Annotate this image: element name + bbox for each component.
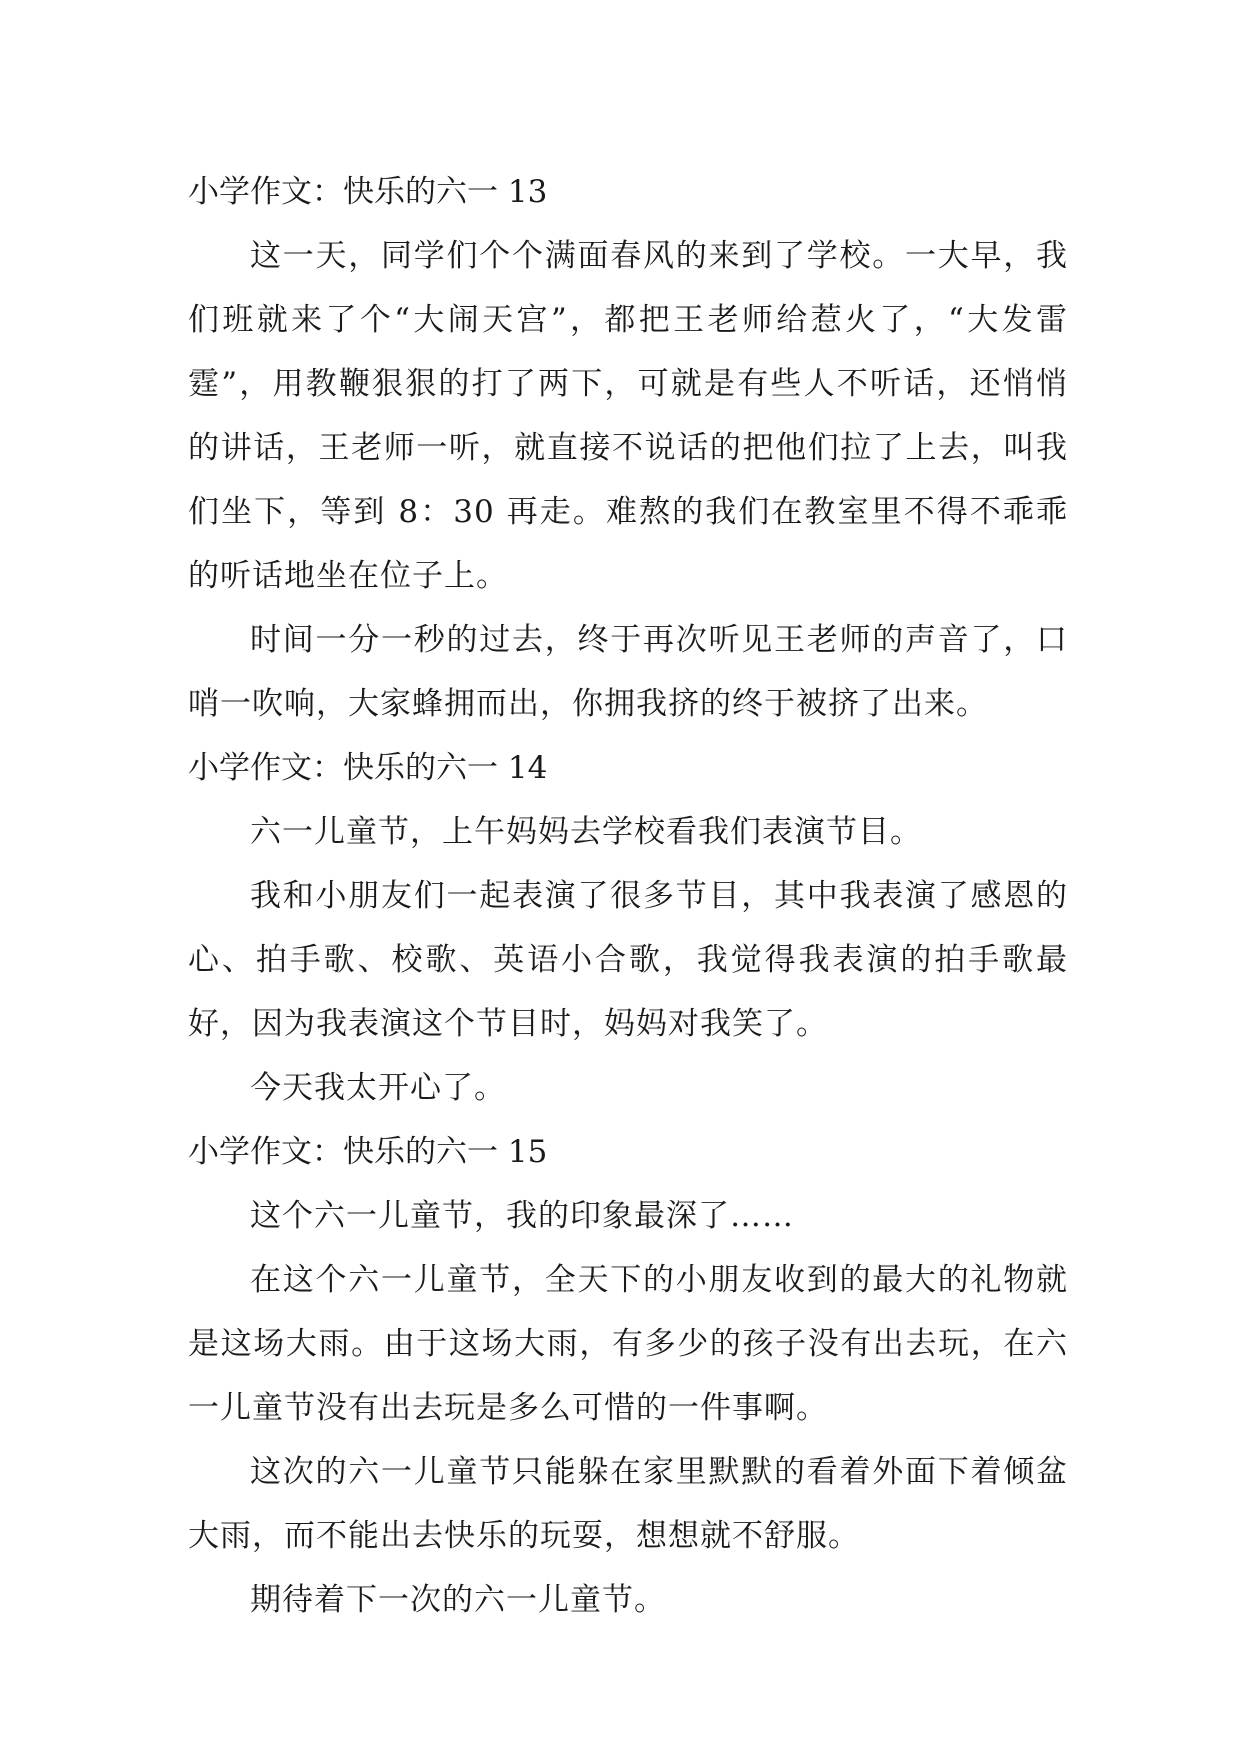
essay-paragraph: 期待着下一次的六一儿童节。 (250, 1582, 666, 1618)
essay-paragraph: 今天我太开心了。 (250, 1070, 506, 1106)
essay-paragraph: 这个六一儿童节，我的印象最深了…… (250, 1198, 794, 1234)
essay-paragraph: 时间一分一秒的过去，终于再次听见王老师的声音了，口哨一吹响，大家蜂拥而出，你拥我挤的终于被挤了出来。 (188, 622, 1068, 722)
essay-section-14 (188, 736, 1068, 1120)
document-body (188, 160, 1068, 1632)
essay-paragraph: 这一天，同学们个个满面春风的来到了学校。一大早，我们班就来了个“大闹天宫”，都把王老师给惹火了，“大发雷霆”，用教鞭狠狠的打了两下，可就是有些人不听话，还悄悄的讲话，王老师一听，就直接不说话的把他们拉了上去，叫我们坐下，等到 8：30 再走。难熬的我们在教室里不得不乖乖的听话地坐在位子上。 (188, 238, 1068, 594)
essay-title: 小学作文：快乐的六一 14 (188, 750, 548, 786)
essay-paragraph: 我和小朋友们一起表演了很多节目，其中我表演了感恩的心、拍手歌、校歌、英语小合歌，我觉得我表演的拍手歌最好，因为我表演这个节目时，妈妈对我笑了。 (188, 878, 1068, 1042)
essay-title: 小学作文：快乐的六一 15 (188, 1134, 548, 1170)
essay-paragraph: 这次的六一儿童节只能躲在家里默默的看着外面下着倾盆大雨，而不能出去快乐的玩耍，想想就不舒服。 (188, 1454, 1068, 1554)
essay-title: 小学作文：快乐的六一 13 (188, 174, 548, 210)
essay-paragraph: 六一儿童节，上午妈妈去学校看我们表演节目。 (250, 814, 922, 850)
essay-section-13 (188, 160, 1068, 736)
essay-paragraph: 在这个六一儿童节，全天下的小朋友收到的最大的礼物就是这场大雨。由于这场大雨，有多少的孩子没有出去玩，在六一儿童节没有出去玩是多么可惜的一件事啊。 (188, 1262, 1068, 1426)
essay-section-15 (188, 1120, 1068, 1632)
